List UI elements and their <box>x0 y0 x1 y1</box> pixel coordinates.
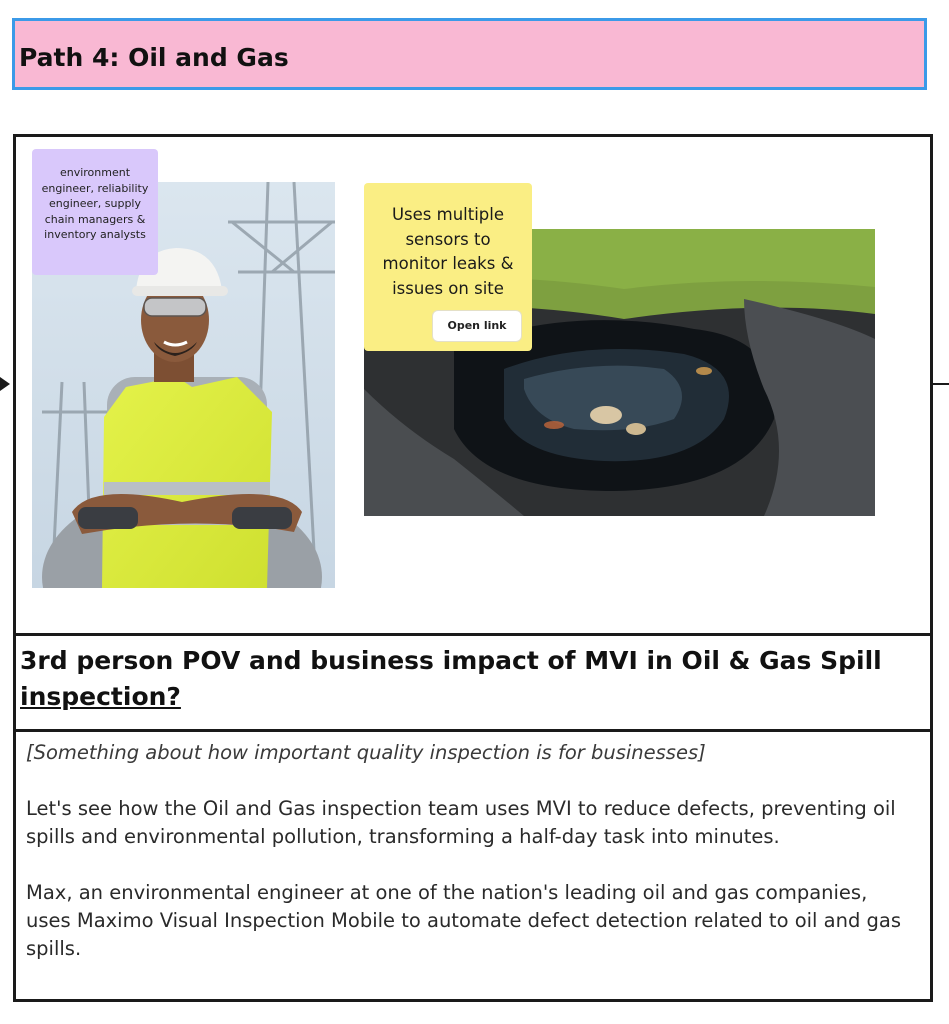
section-divider-bottom <box>16 729 930 732</box>
persona-sticky-note[interactable]: environment engineer, reliability engineer, supply chain managers & inventory analysts <box>32 149 158 275</box>
page-title: Path 4: Oil and Gas <box>19 43 289 72</box>
paragraph-persona: Max, an environmental engineer at one of the nation's leading oil and gas companies, uses Maximo Visual Inspection Mobile to automate defect detection related to oil and gas spills. <box>26 881 902 960</box>
heading-text: 3rd person POV and business impact of MVI in Oil & Gas Spill <box>20 646 882 675</box>
sensors-note-text: Uses multiple sensors to monitor leaks & issues on site <box>382 205 514 298</box>
connector-line-out <box>933 383 949 385</box>
heading-link[interactable]: inspection? <box>20 682 181 711</box>
paragraph-intro: Let's see how the Oil and Gas inspection team uses MVI to reduce defects, preventing oil spills and environmental pollution, transforming a half-day task into minutes. <box>26 797 896 848</box>
section-heading <box>20 643 900 715</box>
connector-arrow-in <box>0 377 10 391</box>
placeholder-note: [Something about how important quality inspection is for businesses] <box>26 741 706 764</box>
section-divider-top <box>16 633 930 636</box>
story-frame[interactable] <box>13 134 933 1002</box>
sensors-sticky-note[interactable] <box>364 183 532 351</box>
open-link-button[interactable]: Open link <box>432 310 522 342</box>
path-title-banner <box>12 18 927 90</box>
story-body <box>26 739 906 991</box>
